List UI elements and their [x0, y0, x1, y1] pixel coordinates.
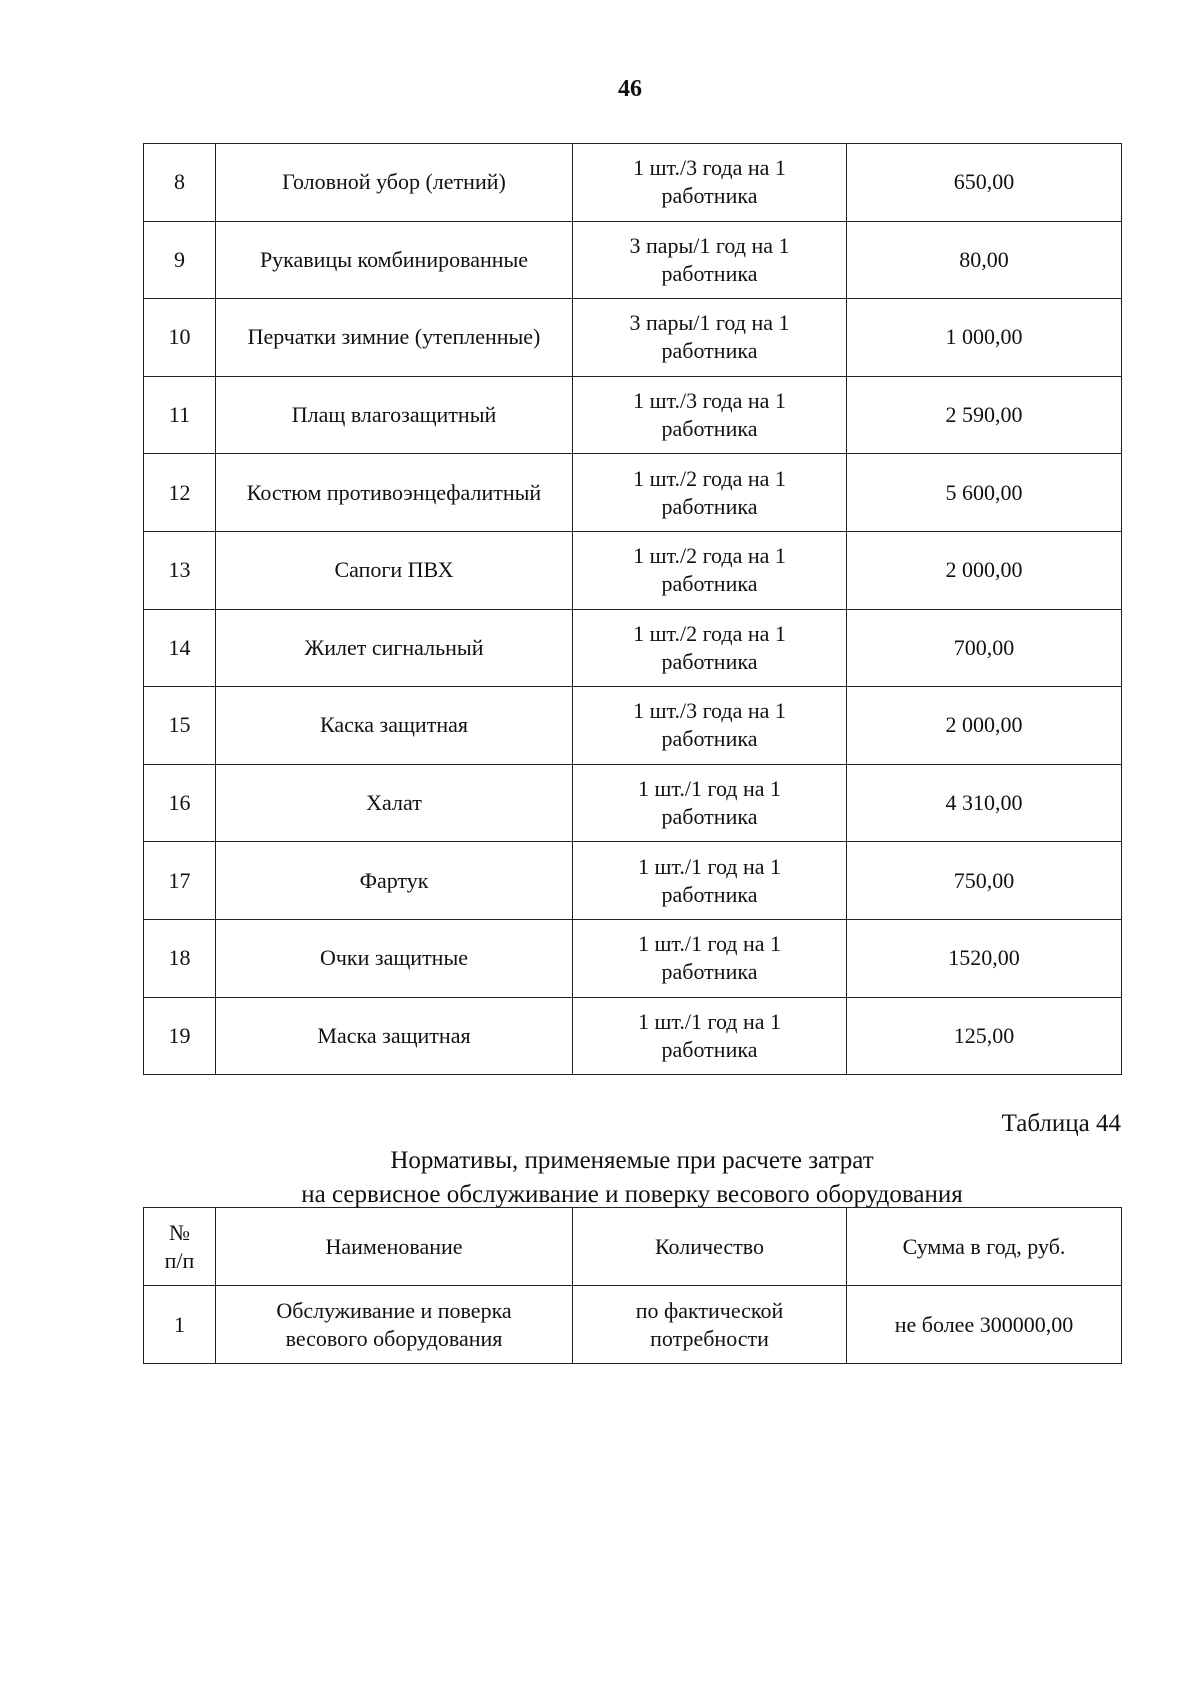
cell-num: 12 — [144, 454, 216, 532]
cell-name: Рукавицы комбинированные — [216, 221, 573, 299]
cell-name: Халат — [216, 764, 573, 842]
table-header-row — [144, 1208, 1122, 1286]
cell-qty-line-2: работника — [661, 183, 758, 209]
table-row — [144, 687, 1122, 765]
cell-qty — [573, 376, 847, 454]
cell-qty — [573, 1286, 847, 1364]
table-row — [144, 221, 1122, 299]
cell-num: 19 — [144, 997, 216, 1075]
header-sum: Сумма в год, руб. — [847, 1208, 1122, 1286]
cell-price: 1520,00 — [847, 919, 1122, 997]
cell-qty — [573, 764, 847, 842]
cell-price: 4 310,00 — [847, 764, 1122, 842]
cell-qty-line-2: работника — [661, 648, 758, 674]
cell-qty — [573, 299, 847, 377]
cell-qty-line-1: 1 шт./2 года на 1 — [633, 465, 786, 491]
cell-num: 17 — [144, 842, 216, 920]
cell-price: 2 000,00 — [847, 531, 1122, 609]
cell-name: Маска защитная — [216, 997, 573, 1075]
cell-num: 9 — [144, 221, 216, 299]
table-row — [144, 919, 1122, 997]
cell-qty-line-2: работника — [661, 804, 758, 830]
cell-qty — [573, 609, 847, 687]
cell-qty — [573, 144, 847, 222]
cell-name: Каска защитная — [216, 687, 573, 765]
cell-price: 125,00 — [847, 997, 1122, 1075]
header-num-line-1: № — [169, 1219, 190, 1245]
table-title — [143, 1144, 1121, 1212]
cell-qty-line-1: 3 пары/1 год на 1 — [629, 232, 790, 258]
cell-qty-line-2: работника — [661, 881, 758, 907]
cell-num: 8 — [144, 144, 216, 222]
cell-name: Жилет сигнальный — [216, 609, 573, 687]
cell-qty-line-1: 1 шт./2 года на 1 — [633, 620, 786, 646]
cell-sum: не более 300000,00 — [847, 1286, 1122, 1364]
cell-qty-line-1: 1 шт./3 года на 1 — [633, 698, 786, 724]
cell-qty-line-2: работника — [661, 571, 758, 597]
cell-qty-line-1: 3 пары/1 год на 1 — [629, 310, 790, 336]
cell-name-line-2: весового оборудования — [285, 1325, 503, 1351]
cell-price: 2 590,00 — [847, 376, 1122, 454]
cell-qty — [573, 221, 847, 299]
cell-qty-line-2: работника — [661, 1036, 758, 1062]
cell-qty-line-2: потребности — [650, 1325, 769, 1351]
cell-price: 1 000,00 — [847, 299, 1122, 377]
table-row — [144, 454, 1122, 532]
cell-qty-line-1: 1 шт./1 год на 1 — [637, 1008, 782, 1034]
cell-qty — [573, 531, 847, 609]
cell-num: 11 — [144, 376, 216, 454]
header-num-line-2: п/п — [164, 1247, 195, 1273]
cell-num: 18 — [144, 919, 216, 997]
cell-qty-line-1: 1 шт./1 год на 1 — [637, 776, 782, 802]
cell-name: Плащ влагозащитный — [216, 376, 573, 454]
weighing-equipment-table — [143, 1207, 1122, 1364]
table-row — [144, 842, 1122, 920]
cell-price: 700,00 — [847, 609, 1122, 687]
ppe-norms-table-continued — [143, 143, 1122, 1075]
cell-price: 750,00 — [847, 842, 1122, 920]
cell-price: 5 600,00 — [847, 454, 1122, 532]
table-row — [144, 997, 1122, 1075]
cell-qty — [573, 454, 847, 532]
cell-name: Фартук — [216, 842, 573, 920]
cell-qty — [573, 842, 847, 920]
cell-name: Сапоги ПВХ — [216, 531, 573, 609]
cell-num: 10 — [144, 299, 216, 377]
table-row — [144, 609, 1122, 687]
cell-name: Очки защитные — [216, 919, 573, 997]
header-name: Наименование — [216, 1208, 573, 1286]
cell-qty-line-2: работника — [661, 726, 758, 752]
cell-qty-line-2: работника — [661, 260, 758, 286]
table-row — [144, 376, 1122, 454]
table-row — [144, 299, 1122, 377]
cell-qty-line-1: 1 шт./1 год на 1 — [637, 853, 782, 879]
cell-qty-line-1: 1 шт./2 года на 1 — [633, 543, 786, 569]
table-row — [144, 144, 1122, 222]
cell-qty-line-1: 1 шт./3 года на 1 — [633, 155, 786, 181]
table-row — [144, 531, 1122, 609]
cell-qty — [573, 997, 847, 1075]
table-row — [144, 1286, 1122, 1364]
cell-qty — [573, 919, 847, 997]
cell-num: 16 — [144, 764, 216, 842]
cell-qty-line-2: работника — [661, 959, 758, 985]
cell-num: 14 — [144, 609, 216, 687]
cell-name — [216, 1286, 573, 1364]
table-title-line-2: на сервисное обслуживание и поверку весового оборудования — [301, 1181, 963, 1208]
table-row — [144, 764, 1122, 842]
cell-num: 13 — [144, 531, 216, 609]
header-num — [144, 1208, 216, 1286]
cell-num: 15 — [144, 687, 216, 765]
cell-price: 80,00 — [847, 221, 1122, 299]
header-qty: Количество — [573, 1208, 847, 1286]
cell-num: 1 — [144, 1286, 216, 1364]
cell-qty-line-2: работника — [661, 493, 758, 519]
cell-name-line-1: Обслуживание и поверка — [276, 1297, 512, 1323]
table-title-line-1: Нормативы, применяемые при расчете затрат — [390, 1147, 874, 1174]
cell-name: Перчатки зимние (утепленные) — [216, 299, 573, 377]
cell-qty — [573, 687, 847, 765]
cell-qty-line-1: 1 шт./1 год на 1 — [637, 931, 782, 957]
cell-name: Костюм противоэнцефалитный — [216, 454, 573, 532]
cell-qty-line-1: 1 шт./3 года на 1 — [633, 388, 786, 414]
cell-name: Головной убор (летний) — [216, 144, 573, 222]
page-number: 46 — [618, 76, 642, 102]
cell-price: 2 000,00 — [847, 687, 1122, 765]
cell-qty-line-1: по фактической — [635, 1297, 784, 1323]
cell-qty-line-2: работника — [661, 338, 758, 364]
cell-price: 650,00 — [847, 144, 1122, 222]
cell-qty-line-2: работника — [661, 416, 758, 442]
table-caption: Таблица 44 — [1001, 1110, 1121, 1137]
